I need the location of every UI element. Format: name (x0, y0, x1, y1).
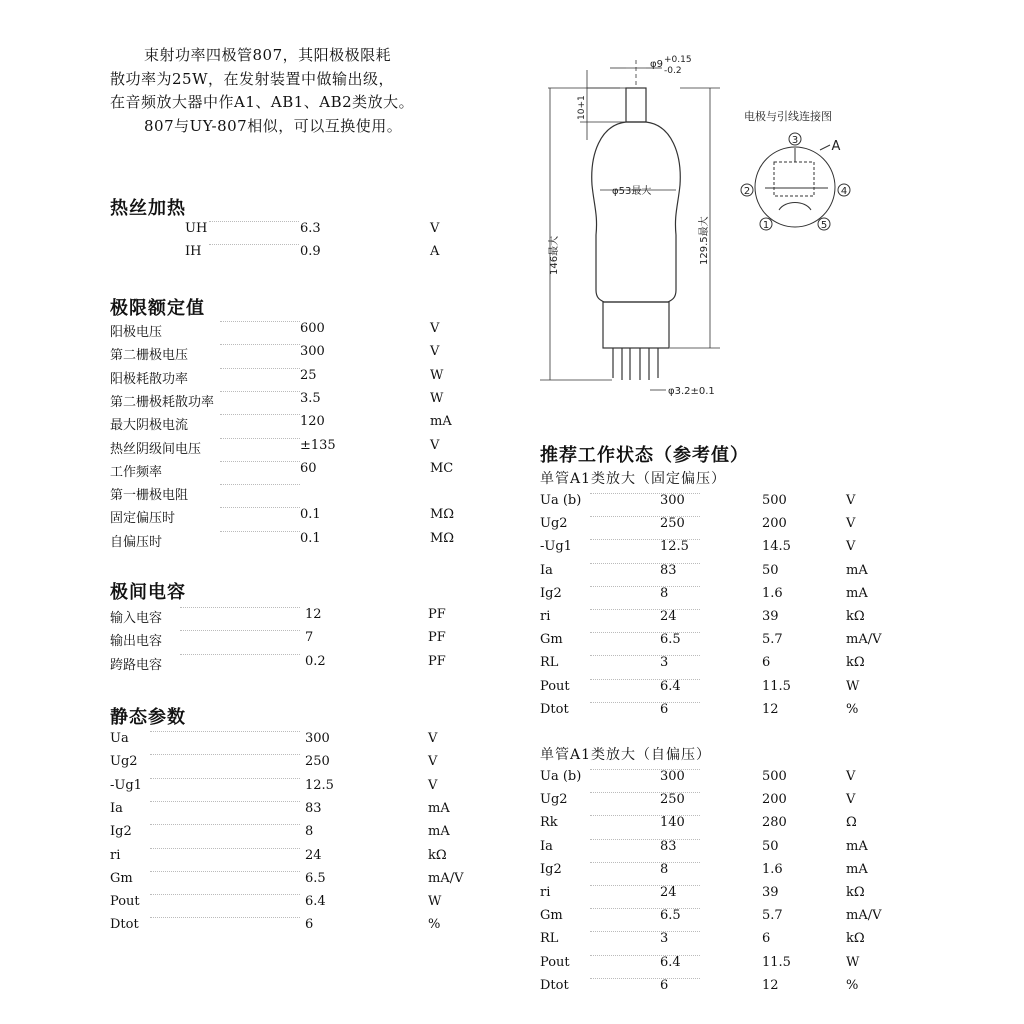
row-unit: mA/V (846, 632, 882, 648)
leader-line (220, 321, 300, 322)
leader-line (220, 438, 300, 439)
table-row (540, 769, 890, 792)
row-value-1: 83 (660, 838, 677, 854)
row-value-2: 39 (762, 609, 779, 624)
row-label: Dtot (110, 917, 139, 933)
row-unit: V (430, 437, 440, 453)
leader-line (590, 563, 700, 564)
row-value: 120 (300, 414, 325, 430)
leader-line (590, 931, 700, 932)
table-row (540, 539, 890, 562)
row-value-1: 6.4 (660, 678, 681, 694)
table-row (540, 862, 890, 885)
row-value-2: 1.6 (762, 861, 783, 877)
table-row (110, 824, 450, 847)
table-row (540, 609, 890, 632)
row-unit: PF (428, 653, 446, 669)
row-value: 25 (300, 367, 317, 383)
row-value: 0.1 (300, 530, 321, 546)
intro-line: 散功率为25W，在发射装置中做输出级， (110, 69, 395, 88)
row-label: -Ug1 (540, 539, 572, 555)
leader-line (180, 654, 300, 655)
row-value-2: 6 (762, 655, 771, 671)
row-unit: mA (428, 800, 450, 816)
row-unit: V (846, 539, 856, 555)
top-tol-plus: +0.15 (664, 55, 692, 65)
row-label: RL (540, 655, 559, 671)
row-unit: V (846, 516, 856, 532)
table-row (110, 344, 450, 367)
table-row (540, 516, 890, 539)
row-unit: MΩ (430, 530, 455, 546)
row-unit: PF (428, 630, 446, 646)
row-unit: kΩ (846, 885, 865, 900)
table-row (540, 493, 890, 516)
leader-line (590, 862, 700, 863)
row-unit: V (846, 769, 856, 784)
row-value-1: 300 (660, 493, 685, 508)
leader-line (220, 344, 300, 345)
pin-2-label: 2 (743, 186, 751, 197)
row-value: 0.1 (300, 507, 321, 523)
leader-line (220, 368, 300, 369)
pin-3-label: 3 (791, 135, 799, 146)
static-heading: 静态参数 (110, 707, 186, 728)
table-row (540, 815, 890, 838)
row-label: Rk (540, 815, 558, 831)
self-bias-subtitle: 单管A1类放大（自偏压） (540, 747, 712, 763)
row-label: Pout (540, 678, 570, 694)
row-unit: kΩ (846, 655, 865, 671)
row-label: Ia (540, 838, 553, 854)
table-row (540, 632, 890, 655)
row-label: Gm (110, 870, 133, 886)
row-label: Ig2 (110, 824, 132, 840)
table-row (540, 563, 890, 586)
row-value-1: 6.4 (660, 954, 681, 970)
table-row (110, 484, 450, 507)
row-value-2: 200 (762, 792, 787, 808)
row-unit: mA/V (428, 870, 464, 886)
pinout-title: 电极与引线连接图 (744, 110, 832, 123)
row-label: 输入电容 (110, 611, 163, 626)
row-unit: W (846, 678, 860, 694)
leader-line (590, 978, 700, 979)
row-value-1: 6 (660, 701, 669, 717)
row-value: 12 (305, 607, 322, 622)
row-value-1: 250 (660, 792, 685, 808)
table-row (540, 978, 890, 1001)
leader-line (150, 754, 300, 755)
table-row (540, 586, 890, 609)
row-label: 阳极耗散功率 (110, 371, 189, 387)
pin-1-label: 1 (762, 220, 770, 231)
leader-line (590, 632, 700, 633)
row-unit: V (430, 221, 440, 236)
row-unit: % (428, 917, 441, 933)
table-row (540, 908, 890, 931)
leader-line (590, 885, 700, 886)
row-label: Ia (110, 800, 123, 816)
row-label: Ug2 (540, 792, 568, 808)
leader-line (220, 484, 300, 485)
row-unit: kΩ (846, 931, 865, 947)
row-label: Ug2 (110, 754, 138, 770)
row-label: Pout (540, 954, 570, 970)
leader-line (220, 507, 300, 508)
row-unit: V (428, 777, 438, 793)
row-unit: A (430, 244, 440, 259)
row-label: 热丝阴级间电压 (110, 441, 202, 457)
row-value-2: 11.5 (762, 678, 791, 694)
row-value: 6.3 (300, 221, 321, 236)
table-row (110, 654, 450, 677)
row-label: 第一栅极电阻 (110, 488, 189, 504)
anode-cap-label: A (831, 139, 841, 154)
table-row (110, 870, 464, 894)
leader-line (150, 894, 300, 895)
row-value-2: 14.5 (762, 539, 791, 555)
table-row (185, 244, 525, 267)
row-value-1: 83 (660, 562, 677, 578)
row-unit: PF (428, 607, 446, 622)
row-label: Pout (110, 894, 140, 910)
row-value-2: 5.7 (762, 632, 783, 648)
leader-line (590, 702, 700, 703)
row-value-1: 8 (660, 585, 669, 601)
row-value: 8 (305, 824, 314, 840)
row-value: 0.2 (305, 653, 326, 669)
table-row (185, 221, 525, 244)
tube-top-cap (626, 88, 646, 122)
row-label: 固定偏压时 (110, 511, 176, 527)
table-row (110, 894, 450, 917)
row-label: Dtot (540, 701, 569, 717)
row-unit: mA (846, 585, 868, 601)
row-unit: mA (846, 562, 868, 578)
pin-5-label: 5 (820, 220, 828, 231)
pinout-diagram (755, 145, 835, 227)
row-value-1: 250 (660, 516, 685, 532)
row-unit: V (430, 344, 440, 360)
leader-line (150, 917, 300, 918)
row-value-1: 6 (660, 977, 669, 993)
row-label: Ia (540, 562, 553, 578)
leader-line (150, 871, 300, 872)
leader-line (590, 839, 700, 840)
row-unit: mA (430, 414, 452, 430)
row-value-2: 200 (762, 516, 787, 532)
row-value-2: 50 (762, 838, 779, 854)
row-label: Ig2 (540, 861, 562, 877)
row-value-1: 300 (660, 769, 685, 784)
leader-line (590, 908, 700, 909)
table-row (540, 931, 890, 954)
table-row (540, 955, 890, 978)
row-label: IH (185, 244, 202, 259)
row-label: 最大阴极电流 (110, 418, 189, 434)
table-row (540, 702, 890, 725)
row-value: 3.5 (300, 390, 321, 406)
row-value-2: 11.5 (762, 954, 791, 970)
row-value: 12.5 (305, 777, 334, 793)
row-value-1: 24 (660, 609, 677, 624)
overall-height-label: 146最大 (549, 235, 560, 275)
row-unit: W (430, 367, 444, 383)
row-value: ±135 (300, 437, 336, 453)
bulb-height-label: 129.5最大 (699, 216, 710, 265)
table-row (110, 917, 450, 940)
leader-line (590, 679, 700, 680)
row-value-1: 8 (660, 861, 669, 877)
table-row (110, 460, 454, 484)
leader-line (220, 391, 300, 392)
row-label: ri (540, 609, 551, 624)
row-label: RL (540, 931, 559, 947)
row-unit: MC (430, 460, 454, 476)
row-value-1: 24 (660, 885, 677, 900)
row-unit: V (430, 321, 440, 336)
row-unit: V (846, 792, 856, 808)
row-unit: kΩ (428, 847, 447, 863)
row-value-2: 5.7 (762, 908, 783, 924)
table-row (110, 414, 450, 437)
row-value: 250 (305, 754, 330, 770)
row-label: 输出电容 (110, 634, 163, 650)
leader-line (209, 221, 299, 222)
row-value-1: 140 (660, 815, 685, 831)
row-unit: W (428, 894, 442, 910)
table-row (110, 321, 450, 344)
leader-line (150, 848, 300, 849)
row-label: Ig2 (540, 585, 562, 601)
row-value: 300 (305, 731, 330, 746)
row-value-2: 12 (762, 701, 779, 717)
table-row (540, 792, 890, 815)
table-row (110, 607, 450, 630)
table-row (110, 438, 450, 461)
leader-line (180, 607, 300, 608)
leader-line (590, 655, 700, 656)
row-unit: mA (846, 861, 868, 877)
row-label: 工作频率 (110, 464, 163, 480)
row-value-1: 6.5 (660, 908, 681, 924)
leader-line (590, 955, 700, 956)
row-value-2: 280 (762, 815, 787, 831)
row-value: 7 (305, 630, 314, 646)
row-unit: Ω (846, 815, 857, 831)
table-row (110, 391, 450, 414)
table-row (110, 368, 450, 391)
intro-line: 在音频放大器中作A1、AB1、AB2类放大。 (110, 93, 415, 111)
row-value: 6.4 (305, 894, 326, 910)
table-row (540, 655, 890, 678)
row-unit: V (428, 754, 438, 770)
row-value-1: 6.5 (660, 632, 681, 648)
row-unit: % (846, 701, 859, 717)
table-row (110, 848, 450, 871)
table-row (110, 801, 450, 824)
row-unit: kΩ (846, 609, 865, 624)
row-unit: V (846, 493, 856, 508)
row-label: Gm (540, 632, 563, 648)
leader-line (180, 630, 300, 631)
row-value-1: 3 (660, 931, 669, 947)
top-dia-label: φ9 (650, 59, 663, 70)
row-value: 300 (300, 344, 325, 360)
cap-height-label: 10+1 (577, 95, 587, 120)
leader-line (220, 531, 300, 532)
row-label: ri (110, 847, 121, 863)
row-label: Ua (110, 731, 129, 746)
row-label: Dtot (540, 977, 569, 993)
row-value-2: 50 (762, 562, 779, 578)
table-row (110, 507, 455, 530)
row-value: 0.9 (300, 244, 321, 259)
row-value: 60 (300, 460, 317, 476)
leader-line (590, 609, 700, 610)
fixed-bias-subtitle: 单管A1类放大（固定偏压） (540, 471, 727, 487)
row-label: -Ug1 (110, 777, 142, 793)
row-value-2: 39 (762, 885, 779, 900)
leader-line (220, 461, 300, 462)
row-label: Gm (540, 908, 563, 924)
leader-line (150, 731, 300, 732)
body-dia-label: φ53最大 (612, 186, 652, 197)
row-value: 6 (305, 917, 314, 933)
leader-line (220, 414, 300, 415)
row-value: 600 (300, 321, 325, 336)
table-row (110, 530, 455, 554)
row-unit: mA/V (846, 908, 882, 924)
row-label: Ua (b) (540, 493, 582, 508)
row-label: 阳极电压 (110, 325, 163, 340)
table-row (540, 679, 890, 702)
leader-line (590, 586, 700, 587)
row-value-2: 500 (762, 493, 787, 508)
intro-line: 束射功率四极管807，其阳极极限耗 (144, 46, 392, 64)
table-row (110, 731, 450, 754)
row-value-2: 1.6 (762, 585, 783, 601)
row-value-2: 6 (762, 931, 771, 947)
leader-line (150, 824, 300, 825)
row-unit: % (846, 977, 859, 993)
row-label: Ua (b) (540, 769, 582, 784)
table-row (540, 839, 890, 862)
row-label: Ug2 (540, 516, 568, 532)
intro-paragraph (110, 44, 470, 138)
tube-bulb (592, 122, 680, 302)
row-value-1: 12.5 (660, 539, 689, 555)
intro-line: 807与UY-807相似，可以互换使用。 (144, 116, 403, 135)
row-unit: mA (846, 838, 868, 854)
table-row (110, 754, 450, 777)
tube-base (603, 302, 669, 348)
row-value: 6.5 (305, 870, 326, 886)
row-value-1: 3 (660, 655, 669, 671)
heater-heading: 热丝加热 (110, 198, 186, 219)
pin-dia-label: φ3.2±0.1 (668, 386, 715, 397)
row-label: ri (540, 885, 551, 900)
table-row (540, 885, 890, 908)
row-value-2: 500 (762, 769, 787, 784)
row-label: UH (185, 221, 208, 236)
row-value: 24 (305, 847, 322, 863)
row-unit: W (846, 954, 860, 970)
row-value: 83 (305, 800, 322, 816)
row-label: 第二栅极耗散功率 (110, 394, 215, 410)
top-tol-minus: -0.2 (664, 66, 682, 76)
capacitance-heading: 极间电容 (110, 582, 186, 603)
table-row (110, 630, 450, 653)
row-unit: MΩ (430, 507, 455, 523)
recommended-heading: 推荐工作状态（参考值） (540, 445, 749, 466)
table-row (110, 778, 450, 801)
row-unit: mA (428, 824, 450, 840)
leader-line (150, 778, 300, 779)
row-value-2: 12 (762, 977, 779, 993)
limits-heading: 极限额定值 (110, 298, 205, 319)
row-label: 自偏压时 (110, 534, 163, 550)
leader-line (209, 244, 299, 245)
pin-4-label: 4 (840, 186, 848, 197)
row-unit: V (428, 731, 438, 746)
row-unit: W (430, 390, 444, 406)
leader-line (150, 801, 300, 802)
row-label: 第二栅极电压 (110, 348, 189, 364)
row-label: 跨路电容 (110, 657, 163, 673)
